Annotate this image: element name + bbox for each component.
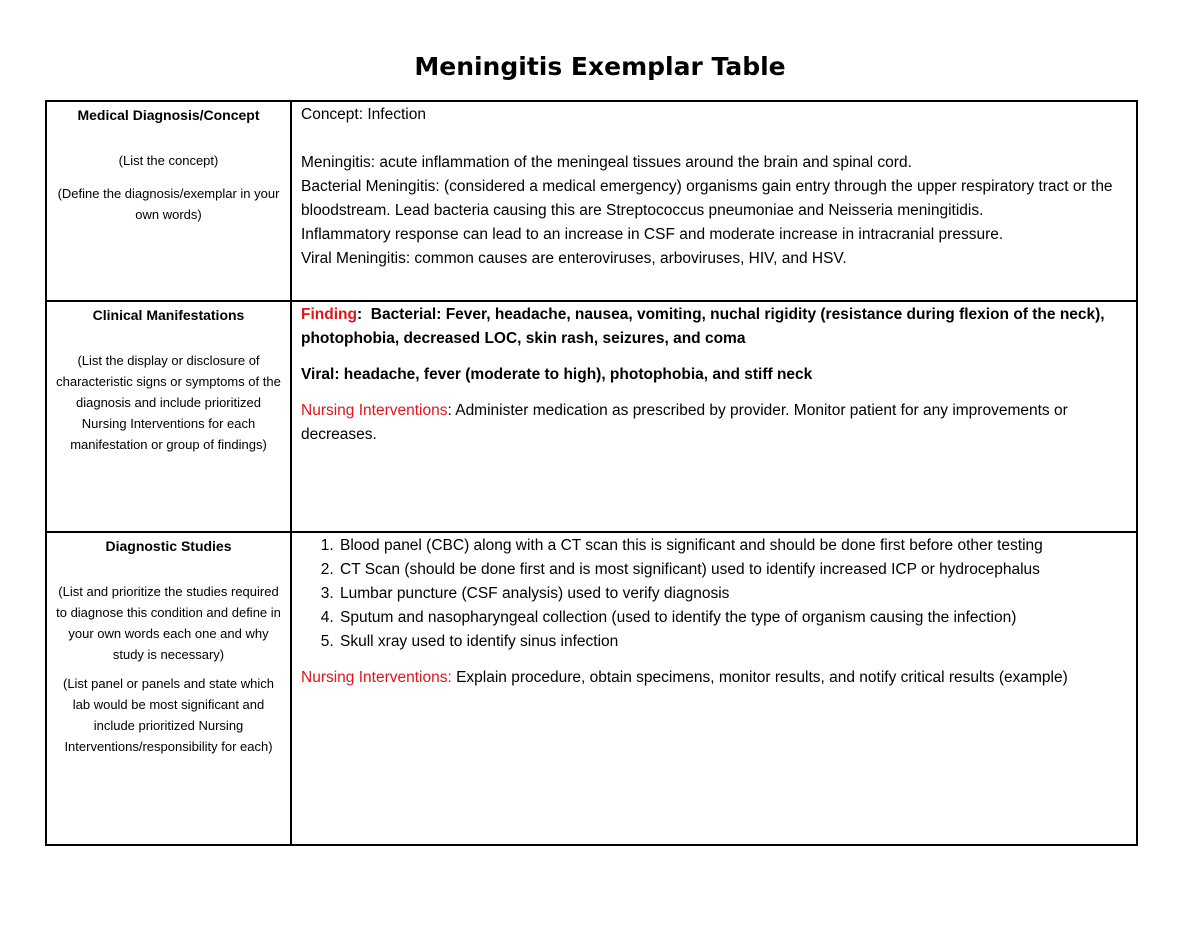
list-item: 3. Lumbar puncture (CSF analysis) used to verify diagnosis	[338, 582, 1128, 606]
manifestations-note: (List the display or disclosure of characteristic signs or symptoms of the diagnosis and include prioritized Nursing Interventions for each manifestation or group of findings)	[56, 353, 281, 452]
diagnostic-studies-list	[301, 534, 1128, 654]
manifestations-interventions-label: Nursing Interventions	[301, 402, 448, 419]
concept-note-define: (Define the diagnosis/exemplar in your own words)	[57, 186, 280, 222]
viral-meningitis-text: Viral Meningitis: common causes are enteroviruses, arboviruses, HIV, and HSV.	[301, 250, 847, 267]
concept-content-cell	[291, 101, 1137, 301]
concept-definition: Meningitis: acute inflammation of the meningeal tissues around the brain and spinal cord.	[301, 154, 912, 171]
list-item: 5. Skull xray used to identify sinus infection	[338, 630, 1128, 654]
list-item: 1. Blood panel (CBC) along with a CT scan this is significant and should be done first before other testing	[338, 534, 1128, 558]
diagnostics-content-cell	[291, 532, 1137, 845]
manifestations-label-cell	[46, 301, 291, 532]
diagnostics-note-list: (List and prioritize the studies required to diagnose this condition and define in your own words each one and why study is necessary)	[56, 584, 281, 662]
concept-note-list: (List the concept)	[118, 153, 219, 168]
finding-label: Finding	[301, 306, 357, 323]
table-row-concept	[46, 101, 1137, 301]
exemplar-table	[45, 100, 1138, 846]
concept-label-cell	[46, 101, 291, 301]
list-item: 2. CT Scan (should be done first and is most significant) used to identify increased ICP or hydrocephalus	[338, 558, 1128, 582]
finding-text: Bacterial: Fever, headache, nausea, vomiting, nuchal rigidity (resistance during flexion of the neck), photophobia, decreased LOC, skin rash, seizures, and coma	[301, 306, 1105, 347]
document-title: Meningitis Exemplar Table	[414, 52, 786, 81]
diagnostics-note-panels: (List panel or panels and state which lab would be most significant and include prioritized Nursing Interventions/responsibility for each)	[62, 676, 274, 754]
diagnostics-heading: Diagnostic Studies	[105, 538, 232, 554]
manifestations-interventions-text: : Administer medication as prescribed by provider. Monitor patient for any improvements or decreases.	[301, 402, 1068, 443]
manifestations-heading: Clinical Manifestations	[92, 307, 245, 323]
viral-findings-text: Viral: headache, fever (moderate to high), photophobia, and stiff neck	[301, 366, 813, 383]
diagnostics-interventions-label: Nursing Interventions:	[301, 669, 452, 686]
concept-line: Concept: Infection	[301, 106, 426, 123]
table-row-manifestations	[46, 301, 1137, 532]
inflammatory-response-text: Inflammatory response can lead to an increase in CSF and moderate increase in intracranial pressure.	[301, 226, 1004, 243]
finding-paragraph	[301, 303, 1128, 351]
concept-heading: Medical Diagnosis/Concept	[77, 107, 260, 123]
manifestations-content-cell	[291, 301, 1137, 532]
bacterial-meningitis-text: Bacterial Meningitis: (considered a medical emergency) organisms gain entry through the upper respiratory tract or the bloodstream. Lead bacteria causing this are Streptococcus pneumoniae and Neisseria meningitidis.	[301, 178, 1113, 219]
diagnostics-interventions-text: Explain procedure, obtain specimens, monitor results, and notify critical results (example)	[451, 669, 1068, 686]
list-item: 4. Sputum and nasopharyngeal collection (used to identify the type of organism causing the infection)	[338, 606, 1128, 630]
table-row-diagnostics	[46, 532, 1137, 845]
manifestations-interventions	[301, 399, 1128, 447]
finding-colon: :	[356, 306, 363, 323]
diagnostics-interventions	[301, 666, 1128, 690]
diagnostics-label-cell	[46, 532, 291, 845]
